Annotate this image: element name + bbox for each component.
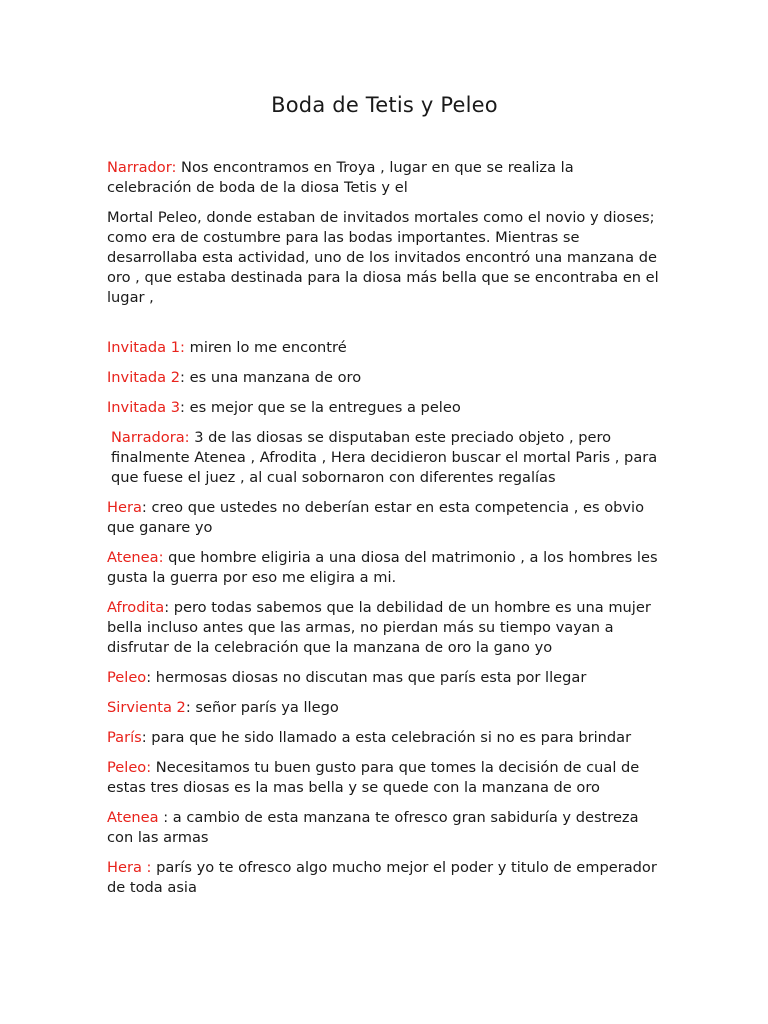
- dialogue-text: : hermosas diosas no discutan mas que parís esta por llegar: [146, 669, 587, 686]
- speaker-label: Narradora:: [111, 429, 190, 446]
- dialogue-line: [107, 758, 662, 798]
- dialogue-text: que hombre eligiria a una diosa del matrimonio , a los hombres les gusta la guerra por eso me eligira a mi.: [107, 549, 658, 586]
- dialogue-line: [107, 598, 662, 658]
- speaker-label: Invitada 2: [107, 369, 181, 386]
- speaker-label: Narrador:: [107, 159, 177, 176]
- paragraph-text: Mortal Peleo, donde estaban de invitados mortales como el novio y dioses; como era de costumbre para las bodas importantes. Mientras se desarrollaba esta actividad, uno de los invitados encontró una manzana de oro , que estaba destinada para la diosa más bella que se encontraba en el lugar ,: [107, 209, 659, 306]
- dialogue-line: [107, 698, 662, 718]
- speaker-label: Hera: [107, 499, 142, 516]
- paragraph-narrador-intro: [107, 158, 662, 198]
- dialogue-line: [107, 858, 662, 898]
- speaker-label: Atenea:: [107, 549, 164, 566]
- speaker-label: Peleo:: [107, 759, 152, 776]
- speaker-label: París: [107, 729, 142, 746]
- paragraph-narration: [107, 208, 662, 308]
- speaker-label: Sirvienta 2: [107, 699, 186, 716]
- dialogue-text: : pero todas sabemos que la debilidad de un hombre es una mujer bella incluso antes que las armas, no pierdan más su tiempo vayan a disfrutar de la celebración que la manzana de oro la gano yo: [107, 599, 651, 656]
- speaker-label: Afrodita: [107, 599, 165, 616]
- dialogue-text: parís yo te ofresco algo mucho mejor el poder y titulo de emperador de toda asia: [107, 859, 657, 896]
- speaker-label: Hera :: [107, 859, 152, 876]
- dialogue-line: [107, 548, 662, 588]
- document-title: Boda de Tetis y Peleo: [271, 93, 498, 117]
- speaker-label: Atenea: [107, 809, 159, 826]
- speaker-label: Peleo: [107, 669, 147, 686]
- paragraph-text: Nos encontramos en Troya , lugar en que se realiza la celebración de boda de la diosa Tetis y el: [107, 159, 574, 196]
- dialogue-text: : es una manzana de oro: [180, 369, 362, 386]
- dialogue-text: : a cambio de esta manzana te ofresco gran sabiduría y destreza con las armas: [107, 809, 639, 846]
- speaker-label: Invitada 3: [107, 399, 181, 416]
- dialogue-line: [107, 808, 662, 848]
- dialogue-line: [107, 498, 662, 538]
- dialogue-line: [107, 368, 662, 388]
- dialogue-line: [107, 398, 662, 418]
- dialogue-line: [107, 428, 662, 488]
- dialogue-line: [107, 728, 662, 748]
- dialogue-line: [107, 338, 662, 358]
- document-body: [107, 158, 662, 898]
- dialogue-text: : es mejor que se la entregues a peleo: [180, 399, 461, 416]
- speaker-label: Invitada 1:: [107, 339, 185, 356]
- dialogue-text: : señor parís ya llego: [185, 699, 339, 716]
- dialogue-text: : creo que ustedes no deberían estar en esta competencia , es obvio que ganare yo: [107, 499, 645, 536]
- dialogue-text: : para que he sido llamado a esta celebración si no es para brindar: [141, 729, 632, 746]
- dialogue-text: 3 de las diosas se disputaban este preciado objeto , pero finalmente Atenea , Afrodita , Hera decidieron buscar el mortal Paris , para que fuese el juez , al cual sobornaron con diferentes regalías: [111, 429, 658, 486]
- dialogue-text: Necesitamos tu buen gusto para que tomes la decisión de cual de estas tres diosas es la mas bella y se quede con la manzana de oro: [107, 759, 640, 796]
- dialogue-line: [107, 668, 662, 688]
- dialogue-text: miren lo me encontré: [184, 339, 347, 356]
